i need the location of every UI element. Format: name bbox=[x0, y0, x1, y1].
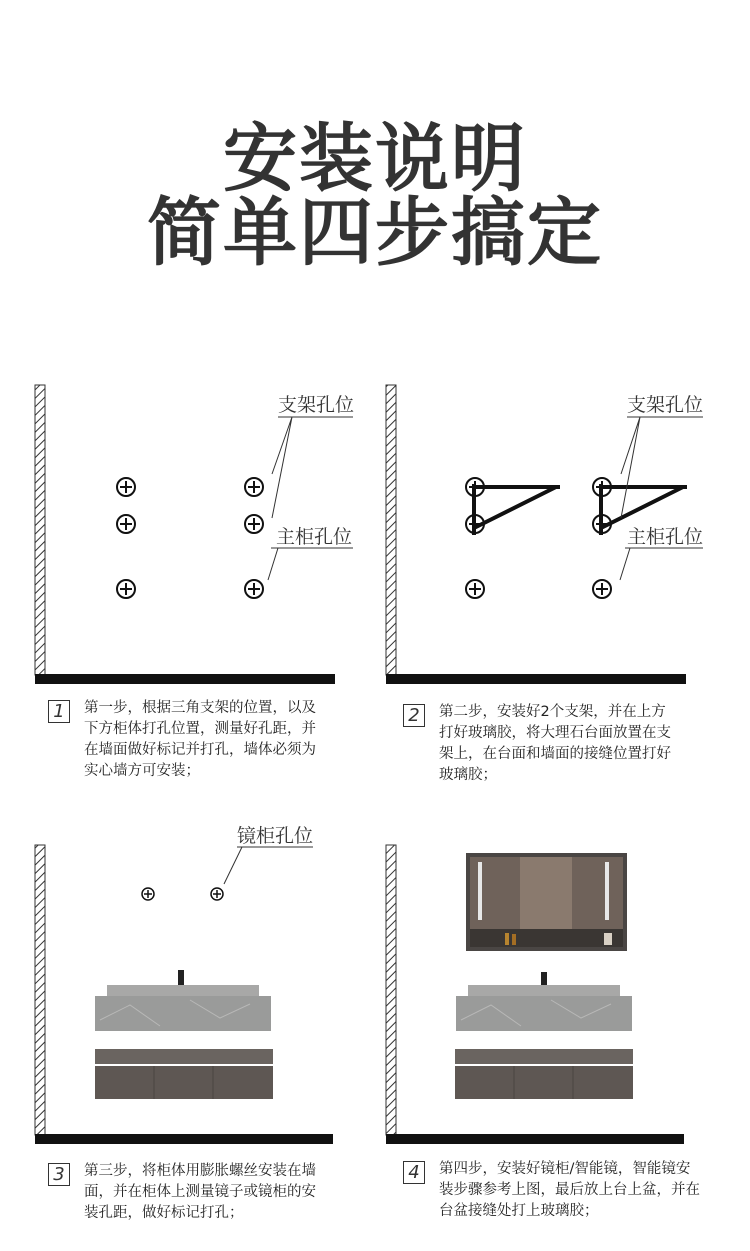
diagram-step-4 bbox=[375, 820, 750, 1150]
base-cabinet bbox=[455, 1049, 633, 1099]
step-text: 第四步，安装好镜柜/智能镜，智能镜安装步骤参考上图，最后放上台上盆，并在台盆接缝处打上玻璃胶； bbox=[439, 1161, 700, 1219]
diagram-step-2 bbox=[375, 375, 750, 695]
step-text: 第三步，将柜体用膨胀螺丝安装在墙面，并在柜体上测量镜子或镜柜的安装孔距，做好标记打孔； bbox=[84, 1163, 316, 1221]
mirror-holes-label: 镜柜孔位 bbox=[237, 825, 314, 847]
marble-countertop bbox=[95, 970, 271, 1031]
marble-countertop bbox=[456, 972, 632, 1031]
step-number: 1 bbox=[48, 700, 70, 723]
step-text: 第一步，根据三角支架的位置，以及下方柜体打孔位置，测量好孔距，并在墙面做好标记并打孔，墙体必须为实心墙方可安装； bbox=[84, 700, 316, 779]
floor bbox=[386, 674, 686, 684]
floor bbox=[35, 1134, 333, 1144]
step-number: 2 bbox=[403, 704, 425, 727]
title-line-2: 简单四步搞定 bbox=[147, 190, 603, 276]
step-text: 第二步，安装好2个支架，并在上方打好玻璃胶，将大理石台面放置在支架上，在台面和墙面的接缝位置打好玻璃胶； bbox=[439, 704, 671, 783]
wall bbox=[35, 845, 45, 1135]
cabinet-holes-label: 主柜孔位 bbox=[276, 526, 353, 548]
step-number: 4 bbox=[403, 1161, 425, 1184]
floor bbox=[35, 674, 335, 684]
hole-marks bbox=[117, 478, 263, 598]
wall bbox=[35, 385, 45, 675]
title-line-1: 安装说明 bbox=[223, 116, 527, 202]
diagram-step-3 bbox=[0, 820, 375, 1150]
floor bbox=[386, 1134, 684, 1144]
mirror-cabinet bbox=[466, 853, 627, 951]
bracket-left bbox=[474, 484, 560, 535]
bracket-holes-label: 支架孔位 bbox=[627, 394, 704, 416]
diagram-step-1 bbox=[0, 375, 375, 695]
wall bbox=[386, 845, 396, 1135]
wall bbox=[386, 385, 396, 675]
base-cabinet bbox=[95, 1049, 273, 1099]
bracket-holes-label: 支架孔位 bbox=[278, 394, 355, 416]
cabinet-holes-label: 主柜孔位 bbox=[627, 526, 704, 548]
step-number: 3 bbox=[48, 1163, 70, 1186]
mirror-hole-marks bbox=[142, 888, 223, 900]
